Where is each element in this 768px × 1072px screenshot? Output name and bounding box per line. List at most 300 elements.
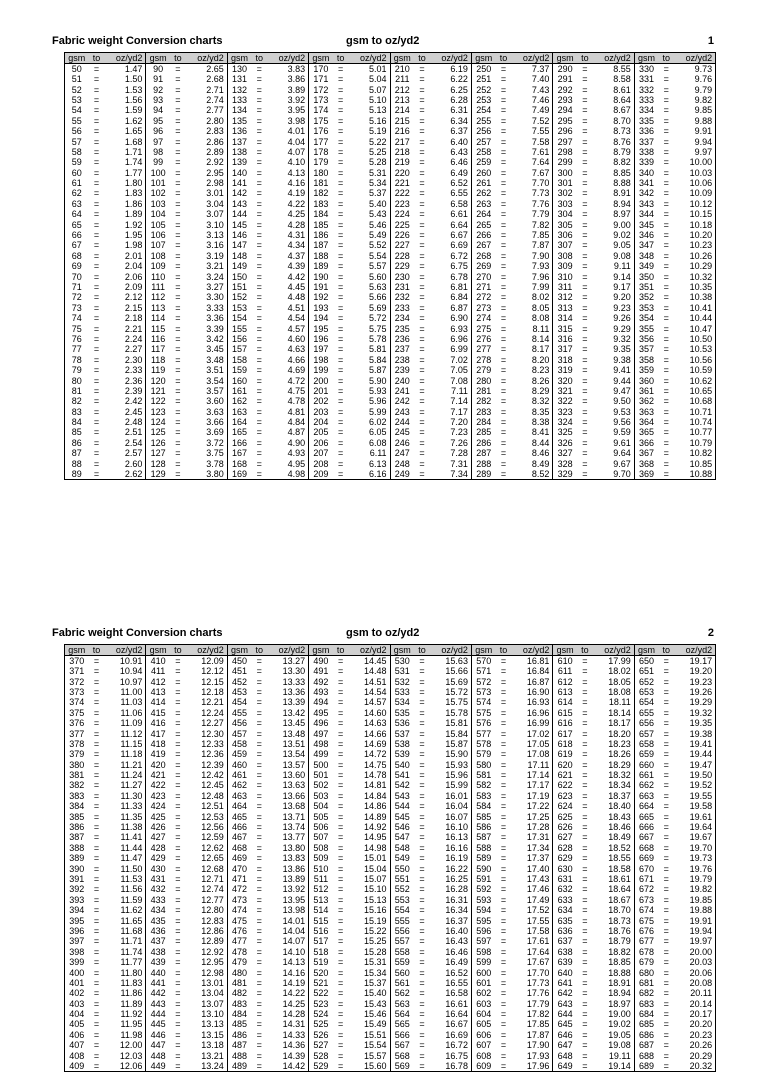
oz-cell: 5.69 bbox=[369, 302, 387, 313]
gsm-cell: 54 bbox=[65, 105, 89, 115]
gsm-cell: 90 bbox=[146, 64, 170, 75]
gsm-cell: 502 bbox=[309, 780, 333, 790]
oz-cell: 19.64 bbox=[674, 822, 715, 832]
oz-cell: 14.86 bbox=[364, 801, 387, 812]
gsm-cell: 329 bbox=[553, 469, 577, 480]
gsm-cell: 517 bbox=[309, 936, 333, 946]
oz-cell: 15.60 bbox=[349, 1061, 390, 1072]
equals-sign: = bbox=[338, 219, 344, 230]
gsm-cell: 428 bbox=[146, 843, 170, 853]
equals-sign: = bbox=[256, 780, 262, 791]
gsm-cell: 72 bbox=[65, 292, 89, 302]
gsm-cell: 448 bbox=[146, 1050, 170, 1060]
oz-cell: 12.65 bbox=[201, 853, 224, 864]
gsm-cell: 67 bbox=[65, 240, 89, 250]
table-row bbox=[65, 760, 716, 770]
oz-cell: 4.81 bbox=[287, 406, 306, 417]
equals-sign: = bbox=[93, 1019, 100, 1030]
gsm-cell: 78 bbox=[65, 355, 89, 365]
gsm-cell: 429 bbox=[146, 853, 170, 863]
equals-sign: = bbox=[582, 1029, 588, 1040]
equals-sign: = bbox=[175, 863, 181, 874]
equals-sign: = bbox=[419, 292, 425, 303]
oz-cell: 18.11 bbox=[608, 697, 631, 708]
gsm-cell: 594 bbox=[471, 905, 495, 915]
oz-cell: 16.75 bbox=[445, 1050, 468, 1061]
equals-sign: = bbox=[338, 697, 344, 708]
oz-cell: 13.39 bbox=[282, 697, 306, 708]
equals-sign: = bbox=[582, 126, 588, 137]
gsm-cell: 169 bbox=[227, 469, 251, 480]
oz-cell: 19.97 bbox=[674, 936, 715, 946]
oz-cell: 13.83 bbox=[282, 853, 306, 864]
oz-cell: 7.40 bbox=[531, 74, 550, 85]
oz-cell: 16.22 bbox=[445, 863, 468, 874]
equals-sign: = bbox=[419, 977, 425, 988]
oz-cell: 13.57 bbox=[282, 759, 306, 770]
equals-sign: = bbox=[663, 417, 669, 428]
oz-cell: 7.58 bbox=[531, 136, 550, 147]
gsm-cell: 415 bbox=[146, 708, 170, 718]
equals-sign: = bbox=[93, 790, 100, 801]
oz-cell: 15.46 bbox=[364, 1009, 387, 1020]
oz-cell: 13.36 bbox=[282, 686, 306, 697]
equals-sign: = bbox=[93, 842, 100, 853]
table-row bbox=[65, 895, 716, 905]
gsm-cell: 116 bbox=[146, 334, 170, 344]
gsm-cell: 388 bbox=[65, 843, 89, 853]
equals-sign: = bbox=[175, 842, 181, 853]
gsm-cell: 179 bbox=[309, 157, 333, 167]
oz-cell: 16.25 bbox=[445, 874, 468, 884]
oz-cell: 10.82 bbox=[674, 448, 715, 458]
equals-sign: = bbox=[419, 323, 425, 334]
oz-cell: 17.99 bbox=[608, 656, 631, 666]
gsm-cell: 242 bbox=[390, 396, 414, 406]
oz-cell: 18.91 bbox=[608, 977, 631, 988]
equals-sign: = bbox=[175, 790, 181, 801]
equals-sign: = bbox=[582, 707, 588, 718]
header-gsm: gsm bbox=[553, 645, 577, 656]
oz-cell: 10.65 bbox=[674, 386, 715, 396]
gsm-cell: 253 bbox=[471, 95, 495, 105]
gsm-cell: 402 bbox=[65, 988, 89, 998]
table-row bbox=[65, 355, 716, 365]
equals-sign: = bbox=[170, 469, 186, 480]
gsm-cell: 251 bbox=[471, 74, 495, 84]
oz-cell: 16.78 bbox=[430, 1061, 471, 1072]
oz-cell: 10.56 bbox=[674, 355, 715, 365]
gsm-cell: 313 bbox=[553, 303, 577, 313]
equals-sign: = bbox=[256, 136, 262, 147]
equals-sign: = bbox=[419, 313, 425, 324]
table-row bbox=[65, 157, 716, 167]
oz-cell: 11.59 bbox=[120, 894, 143, 905]
oz-cell: 12.33 bbox=[201, 738, 224, 749]
oz-cell: 11.47 bbox=[120, 853, 143, 864]
equals-sign: = bbox=[175, 884, 181, 895]
oz-cell: 17.05 bbox=[526, 738, 550, 749]
equals-sign: = bbox=[582, 84, 588, 95]
oz-cell: 3.27 bbox=[206, 282, 224, 292]
gsm-cell: 209 bbox=[309, 469, 333, 480]
equals-sign: = bbox=[582, 988, 588, 999]
oz-cell: 18.37 bbox=[608, 790, 631, 801]
equals-sign: = bbox=[419, 780, 425, 791]
gsm-cell: 266 bbox=[471, 230, 495, 240]
oz-cell: 6.22 bbox=[450, 74, 468, 85]
gsm-cell: 126 bbox=[146, 438, 170, 448]
equals-sign: = bbox=[93, 292, 100, 303]
gsm-cell: 682 bbox=[634, 988, 658, 998]
gsm-cell: 181 bbox=[309, 178, 333, 188]
oz-cell: 12.80 bbox=[201, 905, 224, 916]
oz-cell: 20.32 bbox=[674, 1061, 715, 1072]
equals-sign: = bbox=[663, 313, 669, 324]
equals-sign: = bbox=[256, 333, 262, 344]
gsm-cell: 237 bbox=[390, 344, 414, 354]
equals-sign: = bbox=[582, 1040, 588, 1051]
oz-cell: 11.50 bbox=[120, 863, 143, 874]
equals-sign: = bbox=[500, 136, 507, 147]
gsm-cell: 184 bbox=[309, 209, 333, 219]
gsm-cell: 156 bbox=[227, 334, 251, 344]
gsm-cell: 128 bbox=[146, 458, 170, 468]
oz-cell: 5.19 bbox=[369, 126, 387, 137]
equals-sign: = bbox=[663, 323, 669, 334]
gsm-cell: 61 bbox=[65, 178, 89, 188]
gsm-cell: 129 bbox=[146, 469, 170, 480]
oz-cell: 20.17 bbox=[674, 1009, 715, 1019]
gsm-cell: 274 bbox=[471, 313, 495, 323]
oz-cell: 19.94 bbox=[674, 926, 715, 936]
oz-cell: 13.95 bbox=[282, 894, 306, 905]
gsm-cell: 476 bbox=[227, 926, 251, 936]
equals-sign: = bbox=[582, 790, 588, 801]
oz-cell: 15.13 bbox=[364, 894, 387, 905]
oz-cell: 20.29 bbox=[674, 1050, 715, 1060]
equals-sign: = bbox=[175, 1029, 181, 1040]
oz-cell: 16.96 bbox=[526, 707, 550, 718]
equals-sign: = bbox=[175, 832, 181, 843]
oz-cell: 2.60 bbox=[124, 458, 143, 469]
gsm-cell: 372 bbox=[65, 676, 89, 686]
oz-cell: 15.99 bbox=[445, 780, 468, 791]
gsm-cell: 457 bbox=[227, 728, 251, 738]
gsm-cell: 285 bbox=[471, 427, 495, 437]
oz-cell: 12.12 bbox=[201, 666, 224, 677]
oz-cell: 6.11 bbox=[369, 448, 387, 459]
gsm-cell: 325 bbox=[553, 427, 577, 437]
oz-cell: 20.23 bbox=[674, 1030, 715, 1040]
oz-cell: 12.36 bbox=[201, 749, 224, 760]
equals-sign: = bbox=[89, 1061, 105, 1072]
gsm-cell: 496 bbox=[309, 718, 333, 728]
equals-sign: = bbox=[419, 64, 425, 74]
table-row bbox=[65, 749, 716, 759]
equals-sign: = bbox=[663, 167, 669, 178]
gsm-cell: 351 bbox=[634, 282, 658, 292]
equals-sign: = bbox=[338, 749, 344, 760]
header-to: to bbox=[89, 645, 105, 656]
oz-cell: 3.24 bbox=[206, 271, 224, 282]
oz-cell: 11.92 bbox=[120, 1009, 143, 1020]
table-row bbox=[65, 458, 716, 468]
oz-cell: 15.96 bbox=[445, 770, 468, 781]
equals-sign: = bbox=[256, 64, 262, 74]
oz-cell: 8.67 bbox=[613, 105, 631, 116]
gsm-cell: 382 bbox=[65, 780, 89, 790]
gsm-cell: 203 bbox=[309, 407, 333, 417]
oz-cell: 16.01 bbox=[445, 790, 468, 801]
gsm-cell: 246 bbox=[390, 438, 414, 448]
gsm-cell: 471 bbox=[227, 874, 251, 884]
oz-cell: 11.27 bbox=[120, 780, 143, 791]
oz-cell: 15.04 bbox=[364, 863, 387, 874]
equals-sign: = bbox=[338, 323, 344, 334]
gsm-cell: 238 bbox=[390, 355, 414, 365]
oz-cell: 5.22 bbox=[369, 136, 387, 147]
oz-cell: 2.54 bbox=[124, 437, 143, 448]
equals-sign: = bbox=[663, 988, 669, 999]
header-unit: oz/yd2 bbox=[593, 645, 634, 656]
equals-sign: = bbox=[175, 801, 181, 812]
oz-cell: 18.40 bbox=[608, 801, 631, 812]
equals-sign: = bbox=[500, 406, 507, 417]
oz-cell: 11.12 bbox=[120, 728, 143, 739]
equals-sign: = bbox=[338, 396, 344, 407]
gsm-cell: 268 bbox=[471, 251, 495, 261]
gsm-cell: 221 bbox=[390, 178, 414, 188]
oz-cell: 6.16 bbox=[349, 469, 390, 480]
header-gsm: gsm bbox=[634, 53, 658, 64]
oz-cell: 10.20 bbox=[674, 230, 715, 240]
gsm-cell: 284 bbox=[471, 417, 495, 427]
oz-cell: 16.40 bbox=[445, 925, 468, 936]
oz-cell: 12.59 bbox=[201, 832, 224, 843]
equals-sign: = bbox=[256, 676, 262, 687]
oz-cell: 3.80 bbox=[186, 469, 227, 480]
gsm-cell: 483 bbox=[227, 999, 251, 1009]
oz-cell: 2.36 bbox=[124, 375, 143, 386]
equals-sign: = bbox=[419, 94, 425, 105]
oz-cell: 12.48 bbox=[201, 790, 224, 801]
table-row bbox=[65, 884, 716, 894]
gsm-cell: 610 bbox=[553, 656, 577, 667]
gsm-cell: 295 bbox=[553, 116, 577, 126]
oz-cell: 17.22 bbox=[526, 801, 550, 812]
oz-cell: 16.10 bbox=[445, 822, 468, 833]
equals-sign: = bbox=[500, 94, 507, 105]
oz-cell: 18.08 bbox=[608, 686, 631, 697]
oz-cell: 7.17 bbox=[450, 406, 468, 417]
oz-cell: 19.58 bbox=[674, 801, 715, 811]
oz-cell: 13.24 bbox=[186, 1061, 227, 1072]
gsm-cell: 631 bbox=[553, 874, 577, 884]
gsm-cell: 350 bbox=[634, 271, 658, 281]
equals-sign: = bbox=[256, 427, 262, 438]
equals-sign: = bbox=[175, 728, 181, 739]
table-row bbox=[65, 105, 716, 115]
oz-cell: 18.14 bbox=[608, 707, 631, 718]
oz-cell: 14.22 bbox=[282, 988, 306, 999]
equals-sign: = bbox=[93, 250, 100, 261]
oz-cell: 7.61 bbox=[531, 146, 550, 157]
gsm-cell: 656 bbox=[634, 718, 658, 728]
equals-sign: = bbox=[663, 396, 669, 407]
equals-sign: = bbox=[175, 822, 181, 833]
gsm-cell: 488 bbox=[227, 1050, 251, 1060]
gsm-cell: 508 bbox=[309, 843, 333, 853]
equals-sign: = bbox=[338, 1040, 344, 1051]
gsm-cell: 404 bbox=[65, 1009, 89, 1019]
oz-cell: 10.12 bbox=[674, 199, 715, 209]
oz-cell: 14.95 bbox=[364, 832, 387, 843]
equals-sign: = bbox=[338, 656, 344, 666]
gsm-cell: 314 bbox=[553, 313, 577, 323]
oz-cell: 1.77 bbox=[124, 167, 143, 178]
gsm-cell: 494 bbox=[309, 697, 333, 707]
oz-cell: 19.00 bbox=[608, 1009, 631, 1020]
equals-sign: = bbox=[93, 94, 100, 105]
oz-cell: 7.79 bbox=[531, 209, 550, 220]
gsm-cell: 585 bbox=[471, 811, 495, 821]
oz-cell: 15.25 bbox=[364, 936, 387, 947]
equals-sign: = bbox=[663, 801, 669, 812]
table-row bbox=[65, 178, 716, 188]
oz-cell: 12.56 bbox=[201, 822, 224, 833]
equals-sign: = bbox=[582, 458, 588, 469]
oz-cell: 14.25 bbox=[282, 998, 306, 1009]
table-row bbox=[65, 136, 716, 146]
oz-cell: 10.44 bbox=[674, 313, 715, 323]
equals-sign: = bbox=[419, 967, 425, 978]
oz-cell: 16.31 bbox=[445, 894, 468, 905]
oz-cell: 2.45 bbox=[124, 406, 143, 417]
equals-sign: = bbox=[582, 770, 588, 781]
equals-sign: = bbox=[500, 105, 507, 116]
gsm-cell: 56 bbox=[65, 126, 89, 136]
oz-cell: 11.00 bbox=[120, 686, 143, 697]
gsm-cell: 516 bbox=[309, 926, 333, 936]
table-row bbox=[65, 344, 716, 354]
oz-cell: 19.88 bbox=[674, 905, 715, 915]
gsm-cell: 529 bbox=[309, 1061, 333, 1072]
oz-cell: 9.14 bbox=[613, 271, 631, 282]
oz-cell: 6.37 bbox=[450, 126, 468, 137]
equals-sign: = bbox=[419, 946, 425, 957]
oz-cell: 3.30 bbox=[206, 292, 224, 303]
equals-sign: = bbox=[582, 209, 588, 220]
equals-sign: = bbox=[582, 198, 588, 209]
table-row bbox=[65, 74, 716, 84]
oz-cell: 16.87 bbox=[526, 676, 550, 687]
gsm-cell: 434 bbox=[146, 905, 170, 915]
equals-sign: = bbox=[582, 998, 588, 1009]
equals-sign: = bbox=[663, 365, 669, 376]
equals-sign: = bbox=[175, 115, 181, 126]
equals-sign: = bbox=[419, 718, 425, 729]
oz-cell: 14.07 bbox=[282, 936, 306, 947]
gsm-cell: 447 bbox=[146, 1040, 170, 1050]
gsm-cell: 648 bbox=[553, 1050, 577, 1060]
equals-sign: = bbox=[582, 905, 588, 916]
gsm-cell: 622 bbox=[553, 780, 577, 790]
gsm-cell: 464 bbox=[227, 801, 251, 811]
oz-cell: 12.30 bbox=[201, 728, 224, 739]
equals-sign: = bbox=[663, 707, 669, 718]
gsm-cell: 663 bbox=[634, 791, 658, 801]
equals-sign: = bbox=[256, 375, 262, 386]
gsm-cell: 574 bbox=[471, 697, 495, 707]
gsm-cell: 387 bbox=[65, 832, 89, 842]
equals-sign: = bbox=[419, 666, 425, 677]
equals-sign: = bbox=[93, 240, 100, 251]
oz-cell: 10.32 bbox=[674, 271, 715, 281]
equals-sign: = bbox=[256, 967, 262, 978]
equals-sign: = bbox=[663, 157, 669, 168]
equals-sign: = bbox=[658, 469, 674, 480]
gsm-cell: 356 bbox=[634, 334, 658, 344]
gsm-cell: 606 bbox=[471, 1030, 495, 1040]
oz-cell: 13.80 bbox=[282, 842, 306, 853]
table-row bbox=[65, 832, 716, 842]
oz-cell: 5.60 bbox=[369, 271, 387, 282]
equals-sign: = bbox=[93, 74, 100, 85]
gsm-cell: 545 bbox=[390, 811, 414, 821]
equals-sign: = bbox=[256, 385, 262, 396]
oz-cell: 11.30 bbox=[120, 790, 143, 801]
oz-cell: 11.09 bbox=[120, 718, 143, 729]
oz-cell: 9.56 bbox=[613, 417, 631, 428]
gsm-cell: 421 bbox=[146, 770, 170, 780]
oz-cell: 8.44 bbox=[531, 437, 550, 448]
gsm-cell: 190 bbox=[309, 271, 333, 281]
gsm-cell: 261 bbox=[471, 178, 495, 188]
oz-cell: 16.99 bbox=[526, 718, 550, 729]
gsm-cell: 587 bbox=[471, 832, 495, 842]
gsm-cell: 625 bbox=[553, 811, 577, 821]
oz-cell: 9.73 bbox=[674, 64, 715, 75]
oz-cell: 16.67 bbox=[445, 1019, 468, 1030]
equals-sign: = bbox=[500, 146, 507, 157]
oz-cell: 9.53 bbox=[613, 406, 631, 417]
gsm-cell: 74 bbox=[65, 313, 89, 323]
gsm-cell: 195 bbox=[309, 323, 333, 333]
oz-cell: 7.37 bbox=[531, 64, 550, 74]
gsm-cell: 281 bbox=[471, 386, 495, 396]
table-row bbox=[65, 905, 716, 915]
oz-cell: 7.52 bbox=[531, 115, 550, 126]
oz-cell: 15.43 bbox=[364, 998, 387, 1009]
oz-cell: 8.82 bbox=[613, 157, 631, 168]
oz-cell: 3.07 bbox=[206, 209, 224, 220]
oz-cell: 9.41 bbox=[613, 365, 631, 376]
gsm-cell: 597 bbox=[471, 936, 495, 946]
gsm-cell: 96 bbox=[146, 126, 170, 136]
gsm-cell: 279 bbox=[471, 365, 495, 375]
equals-sign: = bbox=[175, 250, 181, 261]
oz-cell: 2.30 bbox=[124, 354, 143, 365]
gsm-cell: 467 bbox=[227, 832, 251, 842]
oz-cell: 15.28 bbox=[364, 946, 387, 957]
oz-cell: 4.84 bbox=[287, 417, 306, 428]
equals-sign: = bbox=[175, 375, 181, 386]
equals-sign: = bbox=[500, 167, 507, 178]
gsm-cell: 344 bbox=[634, 209, 658, 219]
equals-sign: = bbox=[256, 1009, 262, 1020]
oz-cell: 18.61 bbox=[608, 874, 631, 884]
